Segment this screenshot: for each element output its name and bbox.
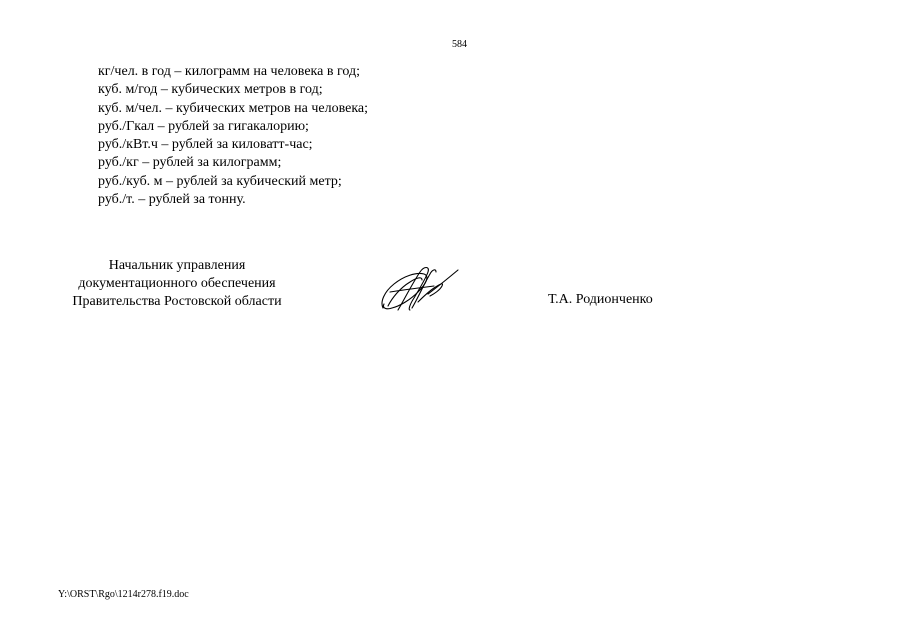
signer-title-line: Начальник управления (108, 258, 246, 273)
page-number: 584 (452, 39, 467, 50)
abbreviation-item: руб./куб. м – рублей за кубический метр; (98, 173, 342, 189)
abbreviation-item: куб. м/год – кубических метров в год; (98, 82, 323, 98)
handwritten-signature (378, 262, 462, 314)
signer-name: Т.А. Родионченко (548, 292, 653, 307)
signer-title-line: документационного обеспечения (78, 276, 276, 291)
signer-title (54, 257, 300, 311)
abbreviation-item: руб./Гкал – рублей за гигакалорию; (98, 118, 309, 134)
abbreviation-item: куб. м/чел. – кубических метров на человека; (98, 100, 369, 116)
abbreviation-item: руб./кг – рублей за килограмм; (98, 155, 282, 171)
file-path: Y:\ORST\Rgo\1214r278.f19.doc (58, 589, 189, 600)
abbreviation-list (98, 63, 368, 209)
abbreviation-item: руб./т. – рублей за тонну. (98, 192, 246, 208)
abbreviation-item: кг/чел. в год – килограмм на человека в год; (98, 64, 360, 79)
abbreviation-item: руб./кВт.ч – рублей за киловатт-час; (98, 137, 313, 153)
signer-title-line: Правительства Ростовской области (72, 294, 282, 309)
